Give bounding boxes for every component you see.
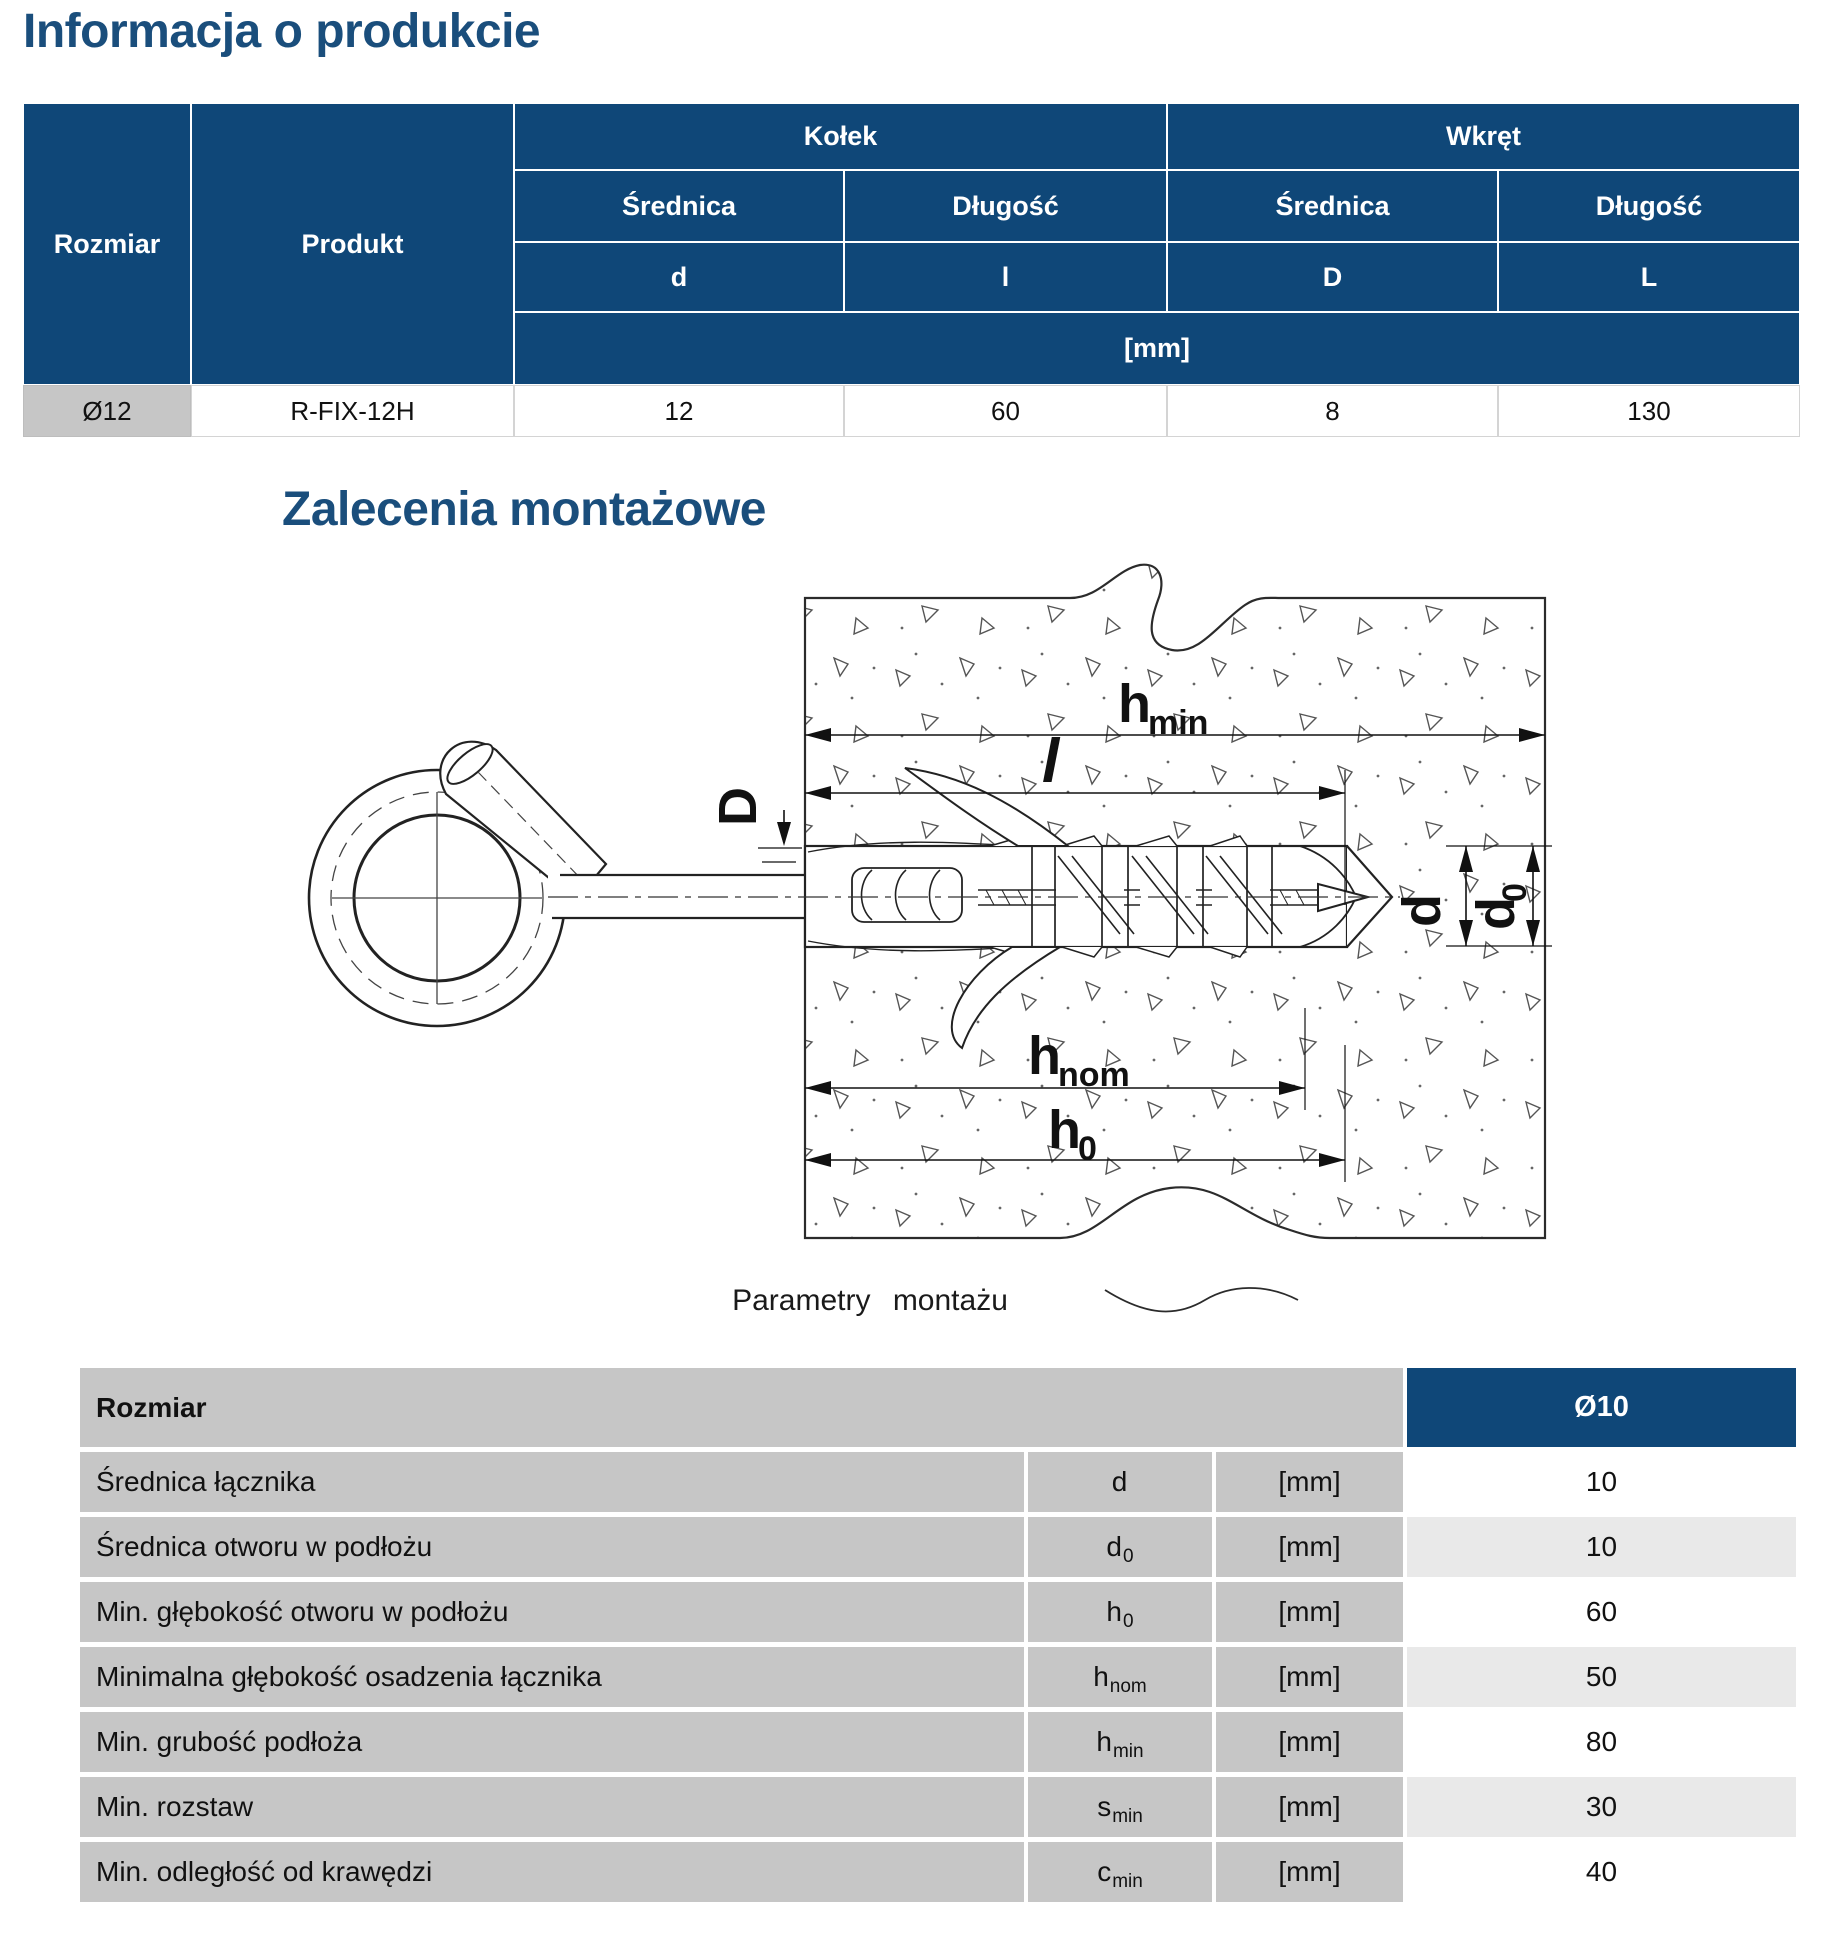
params-header-size: Ø10 (1407, 1368, 1796, 1447)
param-label: Min. rozstaw (80, 1777, 1024, 1837)
param-label: Min. grubość podłoża (80, 1712, 1024, 1772)
inner-sleeve (852, 868, 962, 922)
product-table (23, 103, 1800, 437)
param-value: 50 (1407, 1647, 1796, 1707)
param-value: 30 (1407, 1777, 1796, 1837)
param-unit: [mm] (1216, 1452, 1403, 1512)
param-label: Średnica otworu w podłożu (80, 1517, 1024, 1577)
param-value: 40 (1407, 1842, 1796, 1902)
cell-rozmiar-value: Ø12 (23, 385, 191, 437)
col-header-produkt: Produkt (191, 103, 514, 385)
params-header-rozmiar: Rozmiar (80, 1368, 1403, 1447)
symbol-L: L (1498, 242, 1800, 312)
param-symbol: s min (1028, 1777, 1212, 1837)
dim-D-exts (758, 848, 802, 862)
param-unit: [mm] (1216, 1712, 1403, 1772)
section-title-montaz: Zalecenia montażowe (282, 483, 766, 536)
param-symbol: h nom (1028, 1647, 1212, 1707)
param-label: Średnica łącznika (80, 1452, 1024, 1512)
cell-D-value: 8 (1167, 385, 1498, 437)
col-header-rozmiar: Rozmiar (23, 103, 191, 385)
label-D-group (708, 787, 768, 826)
label-d: d (1392, 894, 1452, 927)
param-symbol: d (1028, 1452, 1212, 1512)
label-l: l (1042, 727, 1060, 796)
sub-header-dlugosc-kolek: Długość (844, 170, 1167, 242)
label-d0-sub: 0 (1496, 883, 1534, 902)
symbol-d: d (514, 242, 844, 312)
symbol-l: l (844, 242, 1167, 312)
param-symbol: h 0 (1028, 1582, 1212, 1642)
group-header-wkret: Wkręt (1167, 103, 1800, 170)
cell-L-value: 130 (1498, 385, 1800, 437)
param-unit: [mm] (1216, 1647, 1403, 1707)
sub-header-srednica-wkret: Średnica (1167, 170, 1498, 242)
unit-row: [mm] (514, 312, 1800, 385)
cell-d-value: 12 (514, 385, 844, 437)
param-value: 60 (1407, 1582, 1796, 1642)
param-value: 80 (1407, 1712, 1796, 1772)
label-hmin-main: h (1118, 674, 1151, 734)
label-hmin-sub: min (1148, 704, 1209, 742)
label-h0-sub: 0 (1078, 1130, 1097, 1168)
parameters-table (80, 1368, 1796, 1902)
param-label: Min. odległość od krawędzi (80, 1842, 1024, 1902)
param-label: Min. głębokość otworu w podłożu (80, 1582, 1024, 1642)
param-symbol: c min (1028, 1842, 1212, 1902)
param-label: Minimalna głębokość osadzenia łącznika (80, 1647, 1024, 1707)
param-symbol: d 0 (1028, 1517, 1212, 1577)
param-symbol: h min (1028, 1712, 1212, 1772)
cell-l-value: 60 (844, 385, 1167, 437)
label-h0-main: h (1048, 1100, 1081, 1160)
diagram-caption: Parametry montażu (732, 1284, 1008, 1317)
label-hnom-main: h (1028, 1026, 1061, 1086)
param-value: 10 (1407, 1452, 1796, 1512)
eye-hook (309, 738, 806, 1026)
param-unit: [mm] (1216, 1517, 1403, 1577)
param-unit: [mm] (1216, 1777, 1403, 1837)
param-unit: [mm] (1216, 1842, 1403, 1902)
label-hnom-sub: nom (1058, 1056, 1130, 1094)
label-D: D (708, 787, 768, 826)
sub-header-dlugosc-wkret: Długość (1498, 170, 1800, 242)
label-d-group (1392, 894, 1452, 927)
group-header-kolek: Kołek (514, 103, 1167, 170)
sub-header-srednica-kolek: Średnica (514, 170, 844, 242)
label-d0-main: d (1466, 897, 1526, 930)
installation-diagram (150, 555, 1650, 1350)
param-value: 10 (1407, 1517, 1796, 1577)
cell-produkt-value: R-FIX-12H (191, 385, 514, 437)
page-title: Informacja o produkcie (23, 5, 541, 58)
param-unit: [mm] (1216, 1582, 1403, 1642)
symbol-D: D (1167, 242, 1498, 312)
